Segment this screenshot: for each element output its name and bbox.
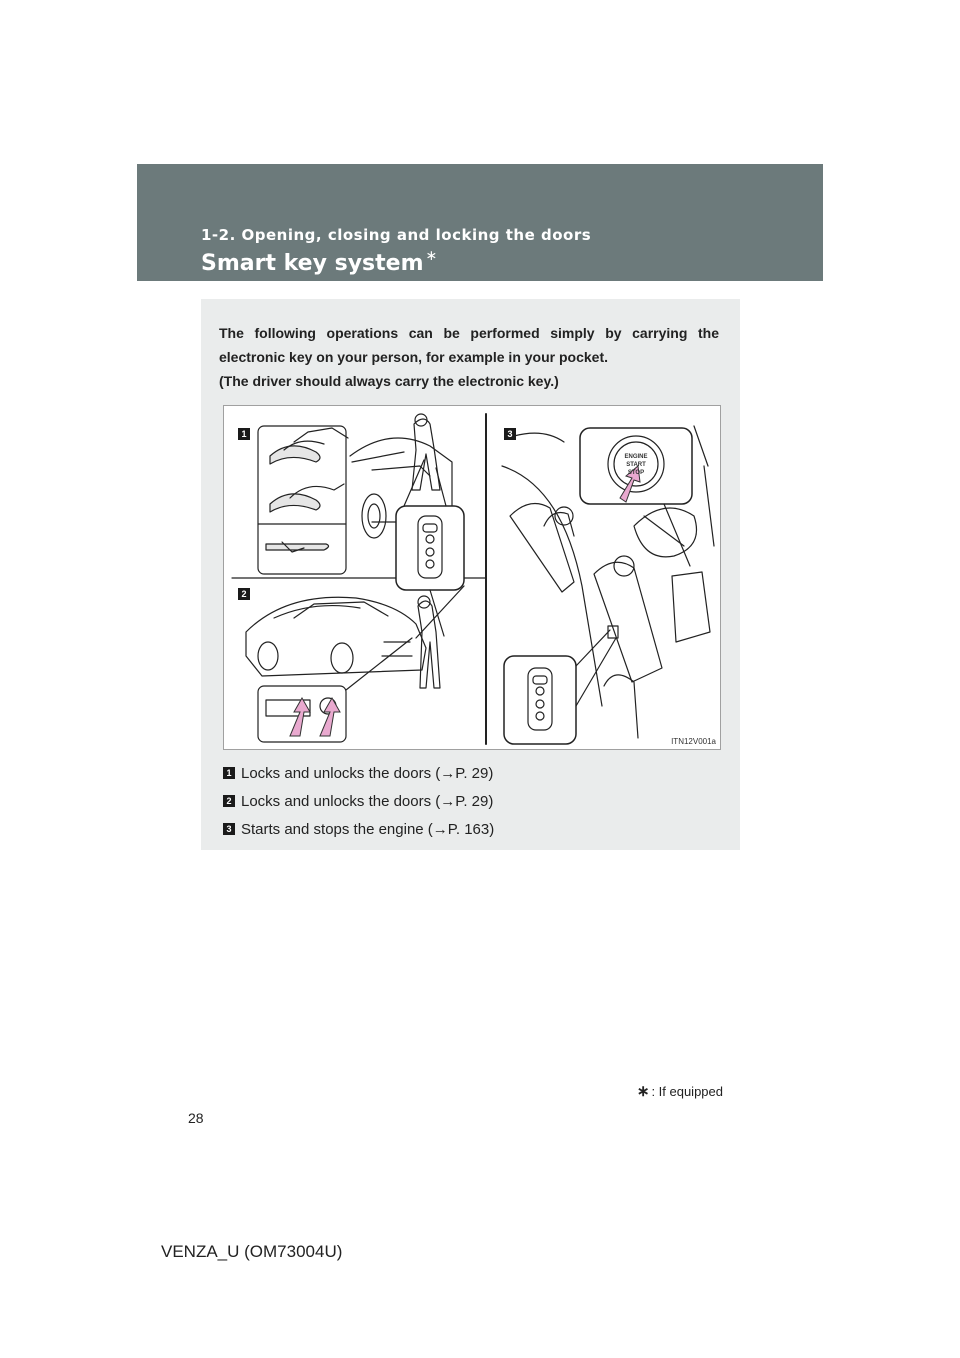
engine-label-line-2: START [626,462,646,468]
engine-label-line-3: STOP [627,470,645,476]
smart-key-illustration [223,405,721,750]
legend-item [223,759,494,787]
legend-num: 3 [223,823,235,835]
footnote-mark: ∗ [636,1083,650,1100]
equipped-mark: ∗ [425,248,438,264]
page-number: 28 [188,1110,204,1126]
callout-2: 2 [238,588,250,600]
chapter-header [137,164,823,281]
legend-item [223,787,494,815]
page-title: Smart key system ∗ [201,248,438,276]
legend-item [223,815,494,843]
legend-num: 1 [223,767,235,779]
legend-text: Starts and stops the engine (→P. 163) [241,820,495,838]
intro-text [219,321,719,393]
document-id: VENZA_U (OM73004U) [161,1242,343,1261]
scene-2-rear-hatch [246,596,440,742]
engine-button-label [624,454,647,476]
key-fob-callout-1 [396,460,464,638]
intro-line-2: (The driver should always carry the electronic key.) [219,373,559,389]
footnote-text: : If equipped [651,1084,723,1099]
engine-label-line-1: ENGINE [624,454,648,460]
callout-1: 1 [238,428,250,440]
scene-3-cabin [502,426,714,744]
legend-text: Locks and unlocks the doors (→P. 29) [241,792,494,810]
illustration-drawing [224,406,722,751]
section-title: 1-2. Opening, closing and locking the doors [201,226,592,244]
figure-code: ITN12V001a [671,737,716,746]
content-panel [201,299,740,850]
legend-text: Locks and unlocks the doors (→P. 29) [241,764,494,782]
footnote [637,1082,723,1100]
legend-list [223,759,494,843]
intro-line-1: The following operations can be performed simply by carrying the electronic key on your person, for example in your pocket. [219,325,719,365]
callout-3: 3 [504,428,516,440]
legend-num: 2 [223,795,235,807]
